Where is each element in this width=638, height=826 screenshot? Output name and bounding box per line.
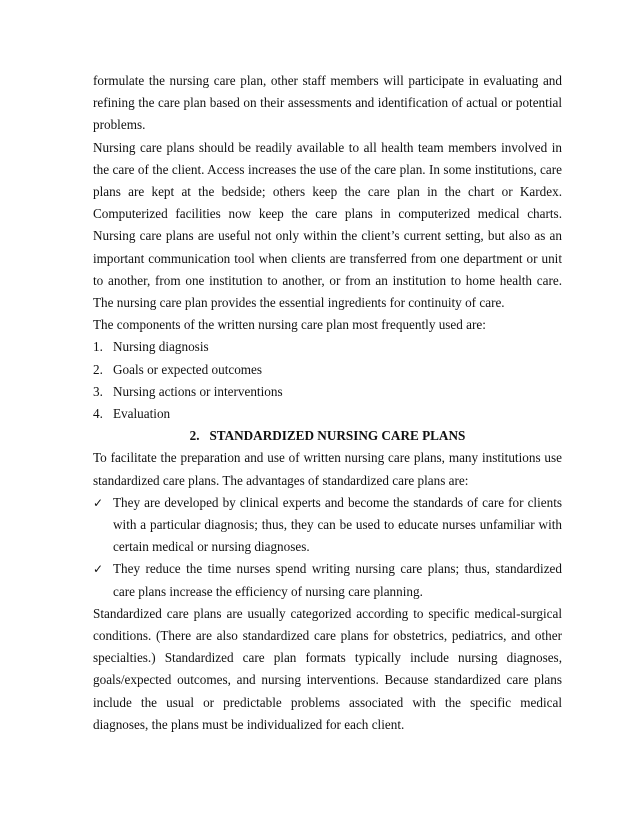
advantage-item xyxy=(93,492,562,559)
checkmark-icon: ✓ xyxy=(93,495,104,510)
list-item-text: Goals or expected outcomes xyxy=(113,361,263,377)
advantage-text: They are developed by clinical experts and become the standards of care for clients with a particular diagnosis; thus, they can be used to educate nurses unfamiliar with certain medical or nursing diagnoses. xyxy=(113,494,562,555)
list-item xyxy=(93,381,562,403)
list-number: 3. xyxy=(93,383,103,399)
components-list xyxy=(93,336,562,425)
paragraph-standardized-intro: To facilitate the preparation and use of written nursing care plans, many institutions use standardized care plans. The advantages of standardized care plans are: xyxy=(93,450,562,488)
paragraph-standardized-closing: Standardized care plans are usually categorized according to specific medical-surgical conditions. (There are also standardized care plans for obstetrics, pediatrics, and other specialties.) Standardized care plan formats typically include nursing diagnoses, goals/expected outcomes, and nursing interventions. Because standardized care plans include the usual or predictable problems associated with the specific medical diagnoses, the plans must be individualized for each client. xyxy=(93,605,562,732)
list-number: 4. xyxy=(93,406,103,422)
paragraph-care-plan-availability: Nursing care plans should be readily available to all health team members involved in the care of the client. Access increases the use of the care plan. In some institutions, care plans are kept at the bedside; others keep the care plan in the chart or Kardex. Computerized facilities now keep the care plans in computerized medical charts. Nursing care plans are useful not only within the client’s current setting, but also as an important communication tool when clients are transferred from one department or unit to another, from one institution to another, or from an institution to home health care. The nursing care plan provides the essential ingredients for continuity of care. xyxy=(93,139,562,311)
list-item xyxy=(93,403,562,425)
advantage-item xyxy=(93,558,562,602)
checkmark-icon: ✓ xyxy=(93,562,104,577)
list-number: 2. xyxy=(93,361,103,377)
list-number: 1. xyxy=(93,339,103,355)
list-item xyxy=(93,359,562,381)
paragraph-care-plan-refinement: formulate the nursing care plan, other staff members will participate in evaluating and refining the care plan based on their assessments and identification of actual or potential problems. xyxy=(93,73,562,133)
list-item-text: Nursing actions or interventions xyxy=(113,383,283,399)
list-item-text: Evaluation xyxy=(113,406,171,422)
list-item-text: Nursing diagnosis xyxy=(113,339,209,355)
advantage-text: They reduce the time nurses spend writing nursing care plans; thus, standardized care plans increase the efficiency of nursing care planning. xyxy=(113,561,562,599)
list-item xyxy=(93,336,562,358)
paragraph-components-intro: The components of the written nursing care plan most frequently used are: xyxy=(93,317,486,333)
document-page xyxy=(93,70,562,736)
section-heading: 2. STANDARDIZED NURSING CARE PLANS xyxy=(189,428,466,444)
